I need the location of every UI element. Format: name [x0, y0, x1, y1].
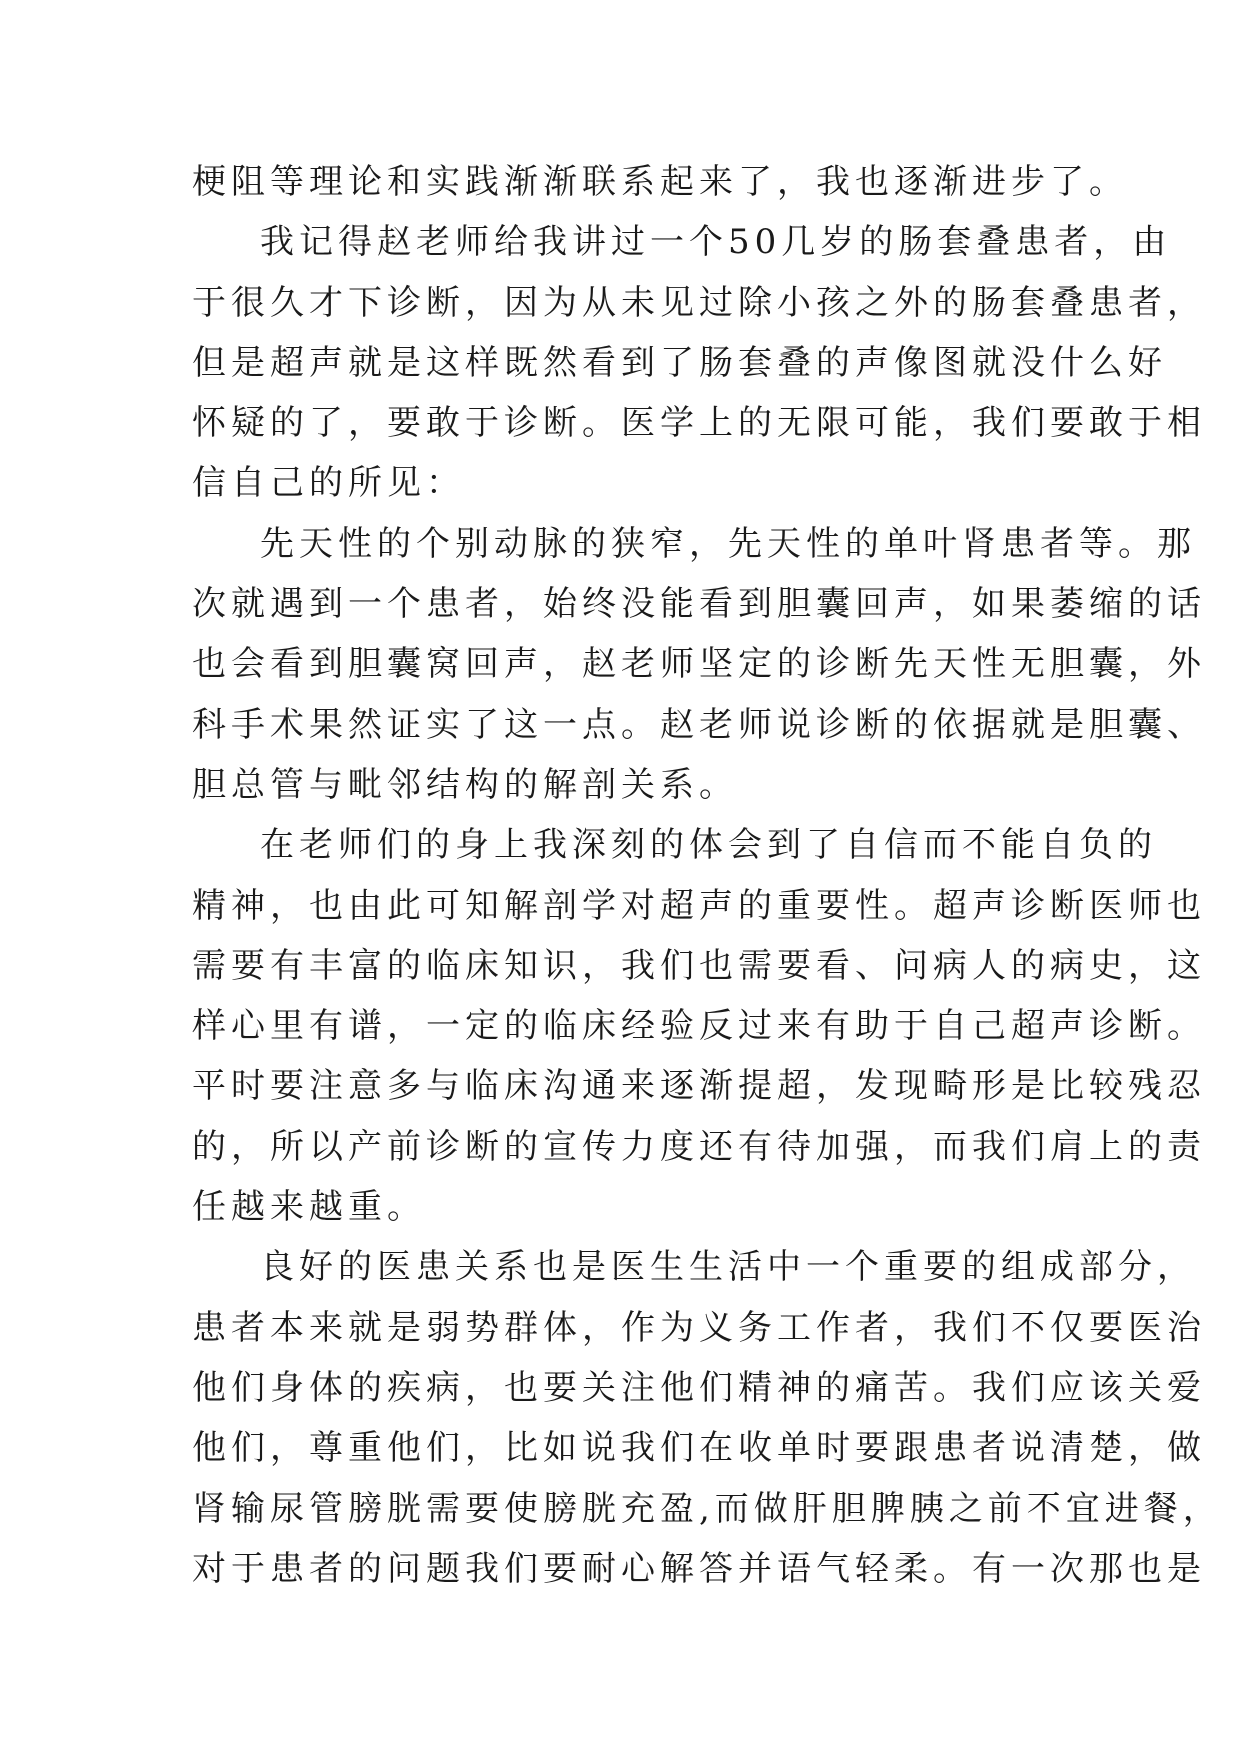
text-line: 于很久才下诊断，因为从未见过除小孩之外的肠套叠患者， — [192, 282, 1206, 323]
text-line: 精神，也由此可知解剖学对超声的重要性。超声诊断医师也 — [192, 885, 1206, 926]
text-line: 也会看到胆囊窝回声，赵老师坚定的诊断先天性无胆囊，外 — [192, 644, 1206, 685]
text-line: 他们身体的疾病，也要关注他们精神的痛苦。我们应该关爱 — [192, 1367, 1206, 1408]
text-line: 次就遇到一个患者，始终没能看到胆囊回声，如果萎缩的话 — [192, 584, 1206, 625]
text-line: 胆总管与毗邻结构的解剖关系。 — [192, 764, 738, 805]
text-line: 肾输尿管膀胱需要使膀胱充盈,而做肝胆脾胰之前不宜进餐， — [192, 1488, 1222, 1529]
text-line: 先天性的个别动脉的狭窄，先天性的单叶肾患者等。那 — [260, 523, 1196, 564]
text-line: 良好的医患关系也是医生生活中一个重要的组成部分， — [260, 1247, 1196, 1288]
text-line: 患者本来就是弱势群体，作为义务工作者，我们不仅要医治 — [192, 1307, 1206, 1348]
text-line: 样心里有谱，一定的临床经验反过来有助于自己超声诊断。 — [192, 1006, 1206, 1047]
text-line: 科手术果然证实了这一点。赵老师说诊断的依据就是胆囊、 — [192, 704, 1206, 745]
text-line: 他们，尊重他们，比如说我们在收单时要跟患者说清楚，做 — [192, 1428, 1206, 1469]
text-line: 任越来越重。 — [192, 1187, 426, 1228]
text-line: 梗阻等理论和实践渐渐联系起来了，我也逐渐进步了。 — [192, 162, 1128, 202]
text-line: 怀疑的了，要敢于诊断。医学上的无限可能，我们要敢于相 — [192, 403, 1206, 444]
text-line: 我记得赵老师给我讲过一个50几岁的肠套叠患者，由 — [260, 222, 1172, 263]
body-text — [192, 152, 1222, 1599]
text-line: 需要有丰富的临床知识，我们也需要看、问病人的病史，这 — [192, 945, 1206, 986]
text-line: 但是超声就是这样既然看到了肠套叠的声像图就没什么好 — [192, 342, 1167, 383]
text-line: 的，所以产前诊断的宣传力度还有待加强，而我们肩上的责 — [192, 1126, 1206, 1167]
text-line: 平时要注意多与临床沟通来逐渐提超，发现畸形是比较残忍 — [192, 1066, 1206, 1107]
text-line: 对于患者的问题我们要耐心解答并语气轻柔。有一次那也是 — [192, 1548, 1206, 1589]
text-line: 信自己的所见： — [192, 463, 465, 504]
text-line: 在老师们的身上我深刻的体会到了自信而不能自负的 — [260, 825, 1157, 866]
